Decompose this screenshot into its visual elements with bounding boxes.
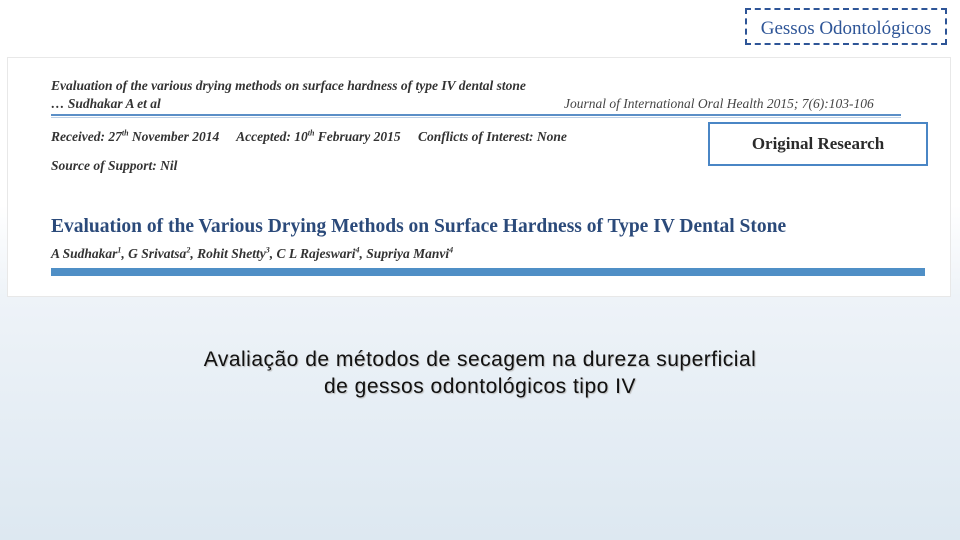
caption-line-1: Avaliação de métodos de secagem na dureza superficial (203, 348, 757, 371)
paper-title: Evaluation of the Various Drying Methods on Surface Hardness of Type IV Dental Stone (51, 216, 787, 237)
journal-citation: Journal of International Oral Health 2015; 7(6):103-106 (564, 96, 874, 111)
publication-meta (51, 128, 581, 145)
author: Rohit Shetty$^3$, (197, 245, 277, 261)
author: C L Rajeswari$^4$, (276, 245, 367, 261)
received-date: Received: 27th November 2014 (51, 128, 220, 144)
author: A Sudhakar$^1$, (51, 245, 129, 261)
author-list (51, 245, 453, 262)
running-header-title: Evaluation of the various drying methods on surface hardness of type IV dental stone (51, 78, 526, 93)
header-rule-secondary (51, 117, 901, 118)
source-of-support: Source of Support: Nil (51, 158, 178, 173)
slide-caption (0, 346, 960, 400)
header-bottom-bar (51, 268, 925, 276)
article-type-badge: Original Research (708, 122, 928, 166)
conflicts-of-interest: Conflicts of Interest: None (418, 128, 567, 144)
author: G Srivatsa$^2$, (128, 245, 198, 261)
running-header-authors: … Sudhakar A et al (51, 96, 161, 111)
paper-header-image (8, 58, 950, 296)
caption-line-2: de gessos odontológicos tipo IV (323, 375, 637, 398)
topic-tag: Gessos Odontológicos (745, 8, 947, 45)
accepted-date: Accepted: 10th February 2015 (236, 128, 401, 144)
header-rule (51, 114, 901, 116)
author: Supriya Manvi$^4$ (366, 245, 454, 261)
